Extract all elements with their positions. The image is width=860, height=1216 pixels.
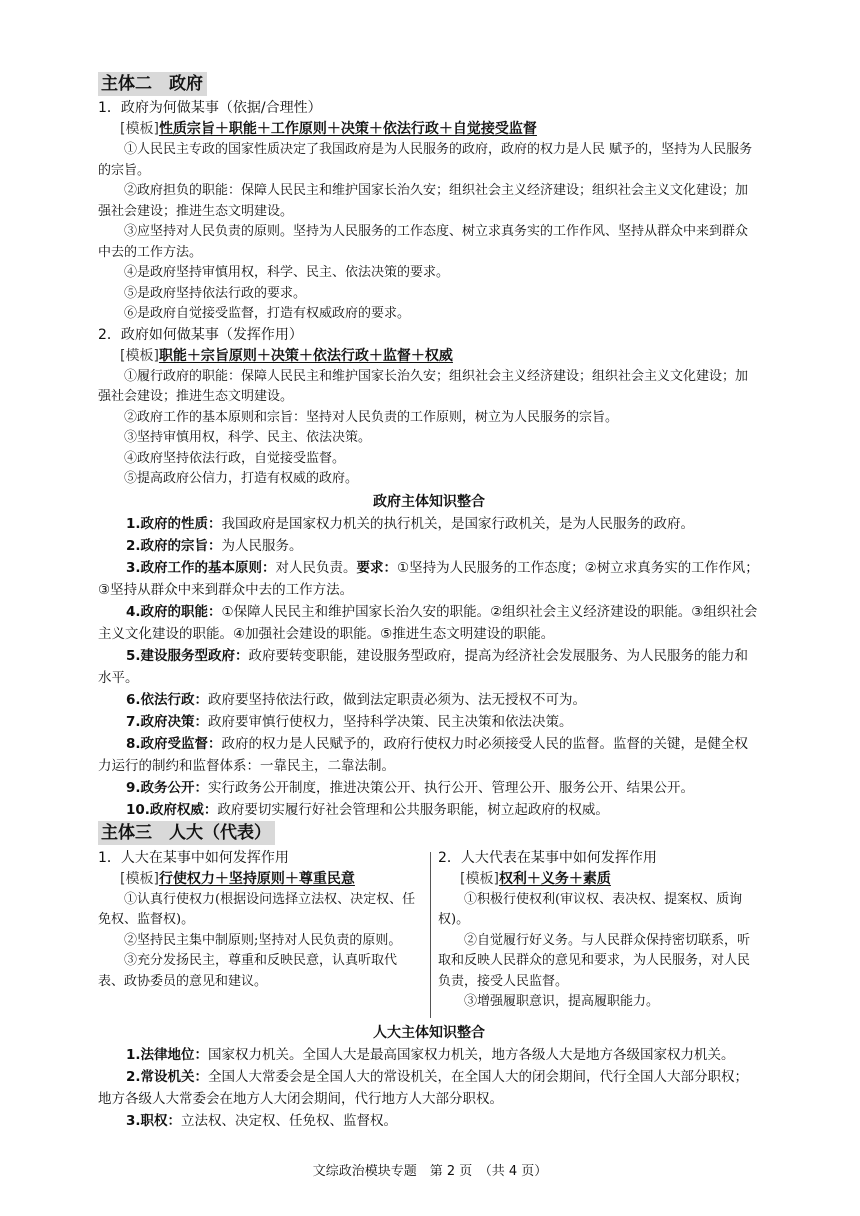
point-label: 8.政府受监督： [126, 735, 222, 752]
point-text: 为人民服务。 [221, 537, 303, 554]
point-label: 10.政府权威： [126, 801, 218, 818]
point-text: 政府要切实履行好社会管理和公共服务职能，树立起政府的权威。 [217, 801, 609, 818]
answer-item: ②政府工作的基本原则和宗旨：坚持对人民负责的工作原则，树立为人民服务的宗旨。 [124, 409, 619, 425]
answer-item: ③应坚持对人民负责的原则。坚持为人民服务的工作态度、树立求真务实的工作作风、坚持从群众中来到群众中去的工作方法。 [98, 224, 749, 260]
question-title: 1．人大在某事中如何发挥作用 [98, 849, 289, 866]
knowledge-point [98, 777, 760, 799]
question-title: 2．政府如何做某事（发挥作用） [98, 326, 303, 343]
point-label: 4.政府的职能： [126, 603, 222, 620]
template-keywords: 职能＋宗旨原则＋决策＋依法行政＋监督＋权威 [158, 347, 453, 364]
question-title: 1．政府为何做某事（依据/合理性） [98, 100, 322, 116]
knowledge-point [98, 535, 760, 557]
answer-item: ①积极行使权利(审议权、表决权、提案权、质询权)。 [438, 891, 743, 927]
knowledge-point [98, 799, 760, 821]
answer-item: ④是政府坚持审慎用权，科学、民主、依法决策的要求。 [124, 265, 450, 280]
point-label: 3.职权： [126, 1112, 182, 1129]
knowledge-point [98, 601, 760, 645]
answer-item: ⑥是政府自觉接受监督，打造有权威政府的要求。 [124, 306, 411, 321]
template-label: [模板] [120, 870, 159, 887]
template-keywords: 行使权力＋坚持原则＋尊重民意 [158, 870, 355, 887]
summary-title: 政府主体知识整合 [373, 493, 485, 510]
answer-item: ②坚持民主集中制原则;坚持对人民负责的原则。 [124, 932, 402, 948]
knowledge-point [98, 1066, 760, 1110]
column-divider [430, 852, 431, 1018]
point-label: 2.政府的宗旨： [126, 537, 222, 554]
point-text: 对人民负责。 [275, 559, 357, 576]
page-footer: 文综政治模块专题 第 2 页 （共 4 页） [312, 1164, 548, 1179]
template-label: [模板] [120, 121, 159, 137]
template-keywords: 权利＋义务＋素质 [498, 870, 611, 887]
knowledge-point [98, 711, 760, 733]
knowledge-point [98, 645, 760, 689]
knowledge-point [98, 733, 760, 777]
point-text: 政府要审慎行使权力，坚持科学决策、民主决策和依法决策。 [208, 713, 573, 730]
point-label: 1.政府的性质： [126, 515, 222, 532]
answer-item: ①人民民主专政的国家性质决定了我国政府是为人民服务的政府，政府的权力是人民 赋予的，坚持为人民服务的宗旨。 [98, 142, 753, 178]
point-text: 国家权力机关。全国人大是最高国家权力机关，地方各级人大是地方各级国家权力机关。 [208, 1046, 735, 1063]
point-label: 3.政府工作的基本原则： [126, 559, 276, 576]
summary-title: 人大主体知识整合 [373, 1024, 485, 1041]
knowledge-point [98, 1110, 760, 1132]
point-label: 1.法律地位： [126, 1046, 209, 1063]
answer-item: ③充分发扬民主，尊重和反映民意，认真听取代表、政协委员的意见和建议。 [98, 953, 398, 989]
template-keywords: 性质宗旨＋职能＋工作原则＋决策＋依法行政＋自觉接受监督 [158, 121, 537, 137]
question-title: 2．人大代表在某事中如何发挥作用 [438, 849, 657, 866]
point-label: 7.政府决策： [126, 713, 209, 730]
answer-item: ③增强履职意识，提高履职能力。 [464, 994, 660, 1009]
answer-item: ③坚持审慎用权，科学、民主、依法决策。 [124, 430, 372, 445]
template-line [438, 869, 760, 890]
point-label: 要求： [356, 559, 398, 576]
left-column [98, 848, 420, 1013]
point-text: 全国人大常委会是全国人大的常设机关，在全国人大的闭会期间，代行全国人大部分职权；地方各级人大常委会在地方人大闭会期间，代行地方人大部分职权。 [98, 1068, 749, 1107]
point-label: 9.政务公开： [126, 779, 209, 796]
right-column [438, 848, 760, 1013]
point-text: 政府的权力是人民赋予的，政府行使权力时必须接受人民的监督。监督的关键，是健全权力运行的制约和监督体系：一靠民主，二靠法制。 [98, 735, 749, 774]
knowledge-point [98, 557, 760, 601]
answer-item: ①认真行使权力(根据设问选择立法权、决定权、任免权、监督权)。 [98, 891, 416, 927]
document-page [98, 72, 760, 1132]
point-text: 政府要转变职能，建设服务型政府，提高为经济社会发展服务、为人民服务的能力和水平。 [98, 647, 749, 686]
knowledge-point [98, 689, 760, 711]
point-text: ①保障人民民主和维护国家长治久安的职能。②组织社会主义经济建设的职能。③组织社会主义文化建设的职能。④加强社会建设的职能。⑤推进生态文明建设的职能。 [98, 603, 758, 642]
point-text: 实行政务公开制度，推进决策公开、执行公开、管理公开、服务公开、结果公开。 [208, 779, 695, 796]
section-header-npc: 主体三 人大（代表） [98, 821, 275, 845]
point-label: 5.建设服务型政府： [126, 647, 249, 664]
template-line [98, 119, 760, 140]
template-line [98, 346, 760, 367]
knowledge-point [98, 1044, 760, 1066]
answer-item: ⑤是政府坚持依法行政的要求。 [124, 285, 307, 301]
answer-item: ①履行政府的职能：保障人民民主和维护国家长治久安；组织社会主义经济建设；组织社会主义文化建设；加强社会建设；推进生态文明建设。 [98, 368, 749, 404]
template-line [98, 869, 420, 890]
knowledge-point [98, 513, 760, 535]
point-text: 立法权、决定权、任免权、监督权。 [181, 1112, 398, 1129]
answer-item: ②自觉履行好义务。与人民群众保持密切联系，听取和反映人民群众的意见和要求，为人民服务，对人民负责，接受人民监督。 [438, 932, 751, 989]
section-header-government: 主体二 政府 [98, 72, 207, 96]
answer-item: ④政府坚持依法行政，自觉接受监督。 [124, 450, 346, 466]
point-text: 政府要坚持依法行政，做到法定职责必须为、法无授权不可为。 [208, 691, 587, 708]
point-text: 我国政府是国家权力机关的执行机关，是国家行政机关，是为人民服务的政府。 [221, 515, 695, 532]
template-label: [模板] [460, 870, 499, 887]
point-label: 2.常设机关： [126, 1068, 209, 1085]
answer-item: ⑤提高政府公信力，打造有权威的政府。 [124, 471, 359, 486]
two-column-block [98, 848, 760, 1013]
template-label: [模板] [120, 347, 159, 364]
point-text: ①坚持为人民服务的工作态度；②树立求真务实的工作作风；③坚持从群众中来到群众中去的工作方法。 [98, 559, 759, 598]
point-label: 6.依法行政： [126, 691, 209, 708]
answer-item: ②政府担负的职能：保障人民民主和维护国家长治久安；组织社会主义经济建设；组织社会主义文化建设；加强社会建设；推进生态文明建设。 [98, 183, 749, 219]
